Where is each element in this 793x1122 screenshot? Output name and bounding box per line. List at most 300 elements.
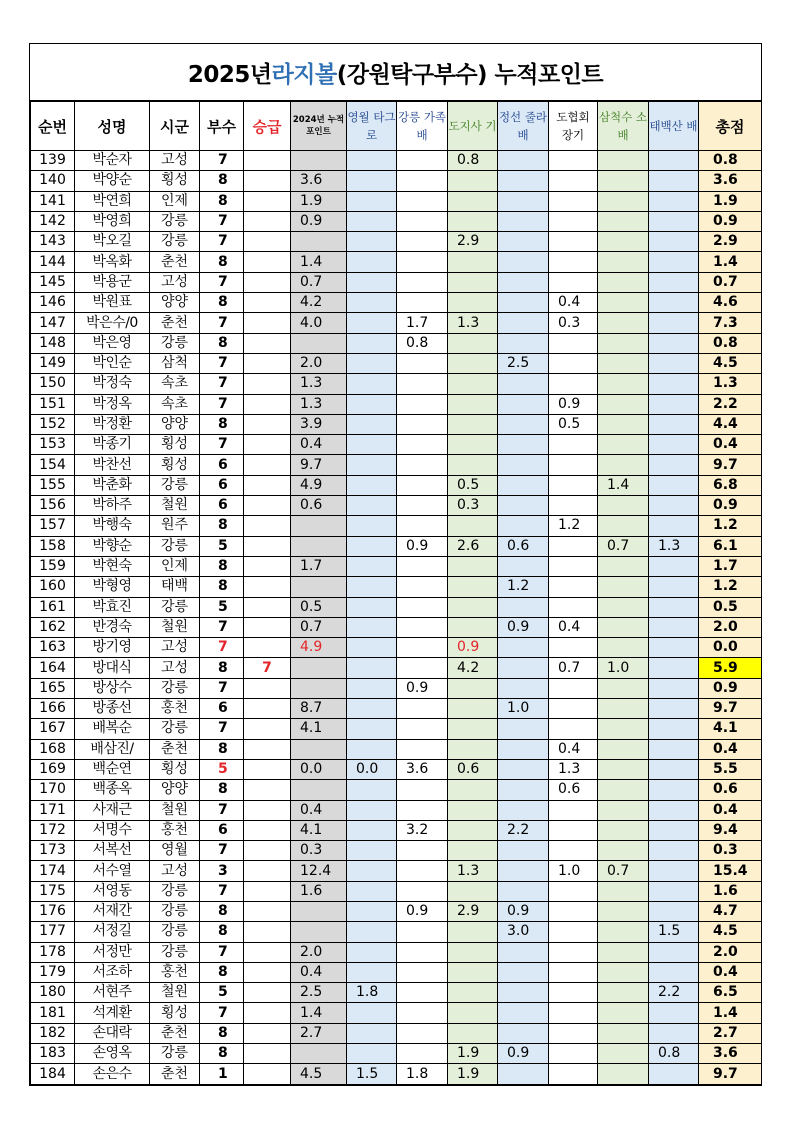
- points-taebaek: [649, 556, 699, 576]
- table-row: [31, 374, 762, 394]
- player-city: 양양: [150, 414, 200, 434]
- points-governor: 0.9: [448, 638, 498, 658]
- points-gangneung: [397, 577, 448, 597]
- points-governor: [448, 1003, 498, 1023]
- points-samcheok: [598, 901, 649, 921]
- player-division: 6: [200, 455, 244, 475]
- player-city: 횡성: [150, 1003, 200, 1023]
- promotion-mark: [244, 171, 291, 191]
- points-association: [549, 820, 598, 840]
- player-division: 8: [200, 739, 244, 759]
- total-points: 2.2: [699, 394, 762, 414]
- points-samcheok: [598, 374, 649, 394]
- points-gangneung: [397, 800, 448, 820]
- points-association: [549, 496, 598, 516]
- player-division: 8: [200, 556, 244, 576]
- points-2024: [291, 922, 347, 942]
- sheet-title: [30, 44, 761, 101]
- table-row: [31, 496, 762, 516]
- player-city: 속초: [150, 394, 200, 414]
- row-number: 154: [31, 455, 75, 475]
- points-jeongseon: [498, 719, 549, 739]
- promotion-mark: [244, 841, 291, 861]
- points-governor: [448, 394, 498, 414]
- points-governor: [448, 414, 498, 434]
- points-gangneung: [397, 1003, 448, 1023]
- total-points: 4.4: [699, 414, 762, 434]
- points-2024: [291, 739, 347, 759]
- row-number: 177: [31, 922, 75, 942]
- points-2024: 0.3: [291, 841, 347, 861]
- player-division: 7: [200, 678, 244, 698]
- points-taebaek: [649, 313, 699, 333]
- player-name: 사재근: [75, 800, 150, 820]
- points-2024: 2.0: [291, 353, 347, 373]
- points-association: 0.4: [549, 293, 598, 313]
- points-2024: 2.0: [291, 942, 347, 962]
- player-city: 강릉: [150, 211, 200, 231]
- points-jeongseon: [498, 394, 549, 414]
- points-yeongwol: [347, 353, 397, 373]
- points-yeongwol: [347, 658, 397, 678]
- total-points: 1.2: [699, 577, 762, 597]
- points-association: 0.4: [549, 617, 598, 637]
- promotion-mark: [244, 1003, 291, 1023]
- player-division: 8: [200, 962, 244, 982]
- title-rest: (강원탁구부수) 누적포인트: [336, 61, 604, 88]
- player-name: 반경숙: [75, 617, 150, 637]
- points-governor: 0.8: [448, 151, 498, 171]
- points-jeongseon: [498, 374, 549, 394]
- row-number: 175: [31, 881, 75, 901]
- points-jeongseon: [498, 780, 549, 800]
- player-division: 5: [200, 597, 244, 617]
- points-yeongwol: [347, 617, 397, 637]
- row-number: 140: [31, 171, 75, 191]
- points-association: [549, 353, 598, 373]
- points-governor: [448, 719, 498, 739]
- points-yeongwol: [347, 881, 397, 901]
- player-division: 7: [200, 800, 244, 820]
- total-points: 1.6: [699, 881, 762, 901]
- player-name: 박정옥: [75, 394, 150, 414]
- player-division: 7: [200, 1003, 244, 1023]
- points-governor: [448, 678, 498, 698]
- row-number: 167: [31, 719, 75, 739]
- points-association: [549, 881, 598, 901]
- player-division: 3: [200, 861, 244, 881]
- player-city: 횡성: [150, 455, 200, 475]
- points-governor: [448, 252, 498, 272]
- row-number: 178: [31, 942, 75, 962]
- table-row: [31, 617, 762, 637]
- points-jeongseon: [498, 455, 549, 475]
- points-taebaek: [649, 841, 699, 861]
- col-header-no: 순번: [31, 102, 75, 151]
- promotion-mark: [244, 293, 291, 313]
- total-points: 0.4: [699, 435, 762, 455]
- table-row: [31, 1003, 762, 1023]
- points-governor: [448, 353, 498, 373]
- total-points: 0.7: [699, 272, 762, 292]
- player-city: 홍천: [150, 962, 200, 982]
- points-taebaek: [649, 211, 699, 231]
- points-governor: 1.3: [448, 313, 498, 333]
- points-jeongseon: [498, 191, 549, 211]
- table-row: [31, 841, 762, 861]
- points-taebaek: [649, 374, 699, 394]
- points-yeongwol: [347, 252, 397, 272]
- row-number: 180: [31, 983, 75, 1003]
- title-accent: 라지볼: [271, 61, 337, 88]
- points-taebaek: [649, 333, 699, 353]
- points-samcheok: [598, 496, 649, 516]
- points-association: [549, 475, 598, 495]
- player-name: 박순자: [75, 151, 150, 171]
- table-row: [31, 942, 762, 962]
- points-samcheok: [598, 455, 649, 475]
- points-governor: [448, 333, 498, 353]
- player-city: 홍천: [150, 699, 200, 719]
- points-samcheok: [598, 597, 649, 617]
- total-points: 2.0: [699, 617, 762, 637]
- points-taebaek: [649, 171, 699, 191]
- row-number: 184: [31, 1064, 75, 1084]
- player-name: 박정숙: [75, 374, 150, 394]
- points-association: 0.9: [549, 394, 598, 414]
- points-taebaek: [649, 962, 699, 982]
- total-points: 4.5: [699, 353, 762, 373]
- points-yeongwol: [347, 719, 397, 739]
- total-points: 9.7: [699, 455, 762, 475]
- table-row: [31, 597, 762, 617]
- points-2024: 4.9: [291, 638, 347, 658]
- total-points: 0.4: [699, 800, 762, 820]
- player-city: 횡성: [150, 171, 200, 191]
- points-taebaek: [649, 1064, 699, 1084]
- points-gangneung: [397, 780, 448, 800]
- total-points: 0.0: [699, 638, 762, 658]
- points-gangneung: [397, 191, 448, 211]
- points-2024: 1.3: [291, 394, 347, 414]
- table-row: [31, 313, 762, 333]
- points-taebaek: [649, 597, 699, 617]
- points-jeongseon: 2.5: [498, 353, 549, 373]
- points-association: [549, 841, 598, 861]
- promotion-mark: [244, 719, 291, 739]
- promotion-mark: [244, 881, 291, 901]
- player-city: 춘천: [150, 1064, 200, 1084]
- points-governor: [448, 171, 498, 191]
- points-samcheok: [598, 962, 649, 982]
- points-gangneung: 1.7: [397, 313, 448, 333]
- points-taebaek: [649, 1003, 699, 1023]
- player-name: 박은영: [75, 333, 150, 353]
- points-2024: [291, 516, 347, 536]
- player-city: 강릉: [150, 333, 200, 353]
- points-yeongwol: [347, 556, 397, 576]
- player-division: 5: [200, 759, 244, 779]
- promotion-mark: [244, 496, 291, 516]
- table-row: [31, 455, 762, 475]
- table-row: [31, 1044, 762, 1064]
- points-gangneung: [397, 455, 448, 475]
- points-jeongseon: [498, 1003, 549, 1023]
- player-city: 강릉: [150, 1044, 200, 1064]
- points-gangneung: [397, 171, 448, 191]
- points-gangneung: [397, 374, 448, 394]
- table-row: [31, 1064, 762, 1084]
- points-governor: [448, 1023, 498, 1043]
- player-division: 7: [200, 719, 244, 739]
- points-gangneung: [397, 211, 448, 231]
- player-name: 배복순: [75, 719, 150, 739]
- points-gangneung: 3.2: [397, 820, 448, 840]
- total-points: 6.8: [699, 475, 762, 495]
- points-taebaek: [649, 881, 699, 901]
- player-city: 양양: [150, 780, 200, 800]
- player-name: 석계환: [75, 1003, 150, 1023]
- points-governor: 0.5: [448, 475, 498, 495]
- points-gangneung: [397, 475, 448, 495]
- points-2024: [291, 232, 347, 252]
- points-yeongwol: [347, 678, 397, 698]
- points-yeongwol: [347, 516, 397, 536]
- total-points: 0.9: [699, 496, 762, 516]
- points-yeongwol: [347, 638, 397, 658]
- promotion-mark: [244, 414, 291, 434]
- row-number: 142: [31, 211, 75, 231]
- points-governor: [448, 374, 498, 394]
- points-association: [549, 232, 598, 252]
- promotion-mark: 7: [244, 658, 291, 678]
- player-name: 박효진: [75, 597, 150, 617]
- total-points: 1.7: [699, 556, 762, 576]
- player-name: 백순연: [75, 759, 150, 779]
- row-number: 181: [31, 1003, 75, 1023]
- points-governor: [448, 293, 498, 313]
- row-number: 141: [31, 191, 75, 211]
- player-city: 고성: [150, 658, 200, 678]
- player-name: 서명수: [75, 820, 150, 840]
- player-city: 고성: [150, 272, 200, 292]
- points-governor: [448, 191, 498, 211]
- row-number: 174: [31, 861, 75, 881]
- total-points: 2.0: [699, 942, 762, 962]
- promotion-mark: [244, 638, 291, 658]
- points-jeongseon: 0.9: [498, 901, 549, 921]
- points-gangneung: [397, 556, 448, 576]
- table-row: [31, 699, 762, 719]
- player-division: 7: [200, 211, 244, 231]
- player-city: 강릉: [150, 901, 200, 921]
- player-city: 삼척: [150, 353, 200, 373]
- row-number: 183: [31, 1044, 75, 1064]
- total-points: 0.5: [699, 597, 762, 617]
- points-jeongseon: 0.6: [498, 536, 549, 556]
- player-city: 고성: [150, 151, 200, 171]
- points-samcheok: [598, 699, 649, 719]
- total-points: 1.9: [699, 191, 762, 211]
- row-number: 150: [31, 374, 75, 394]
- table-row: [31, 638, 762, 658]
- promotion-mark: [244, 151, 291, 171]
- col-header-total: 총점: [699, 102, 762, 151]
- promotion-mark: [244, 374, 291, 394]
- player-name: 박종기: [75, 435, 150, 455]
- player-division: 7: [200, 942, 244, 962]
- row-number: 160: [31, 577, 75, 597]
- table-row: [31, 475, 762, 495]
- points-governor: 2.9: [448, 901, 498, 921]
- row-number: 159: [31, 556, 75, 576]
- points-association: [549, 272, 598, 292]
- row-number: 168: [31, 739, 75, 759]
- total-points: 15.4: [699, 861, 762, 881]
- table-row: [31, 293, 762, 313]
- points-jeongseon: [498, 414, 549, 434]
- points-taebaek: [649, 699, 699, 719]
- points-gangneung: [397, 962, 448, 982]
- table-row: [31, 414, 762, 434]
- points-2024: 1.7: [291, 556, 347, 576]
- player-name: 서조하: [75, 962, 150, 982]
- player-name: 서영동: [75, 881, 150, 901]
- points-yeongwol: [347, 1023, 397, 1043]
- points-samcheok: [598, 232, 649, 252]
- total-points: 3.6: [699, 171, 762, 191]
- player-division: 6: [200, 496, 244, 516]
- player-division: 7: [200, 151, 244, 171]
- points-jeongseon: [498, 333, 549, 353]
- table-row: [31, 394, 762, 414]
- points-jeongseon: [498, 151, 549, 171]
- points-taebaek: [649, 516, 699, 536]
- points-samcheok: [598, 983, 649, 1003]
- player-division: 8: [200, 901, 244, 921]
- promotion-mark: [244, 516, 291, 536]
- points-2024: 0.4: [291, 435, 347, 455]
- table-row: [31, 191, 762, 211]
- points-association: [549, 719, 598, 739]
- row-number: 179: [31, 962, 75, 982]
- points-2024: 1.4: [291, 252, 347, 272]
- total-points: 9.7: [699, 1064, 762, 1084]
- col-header-taebaek: 태백산 배: [649, 102, 699, 151]
- points-taebaek: [649, 394, 699, 414]
- points-association: [549, 577, 598, 597]
- total-points: 9.7: [699, 699, 762, 719]
- points-2024: 12.4: [291, 861, 347, 881]
- table-row: [31, 252, 762, 272]
- points-association: 1.0: [549, 861, 598, 881]
- points-jeongseon: [498, 313, 549, 333]
- table-row: [31, 435, 762, 455]
- points-yeongwol: [347, 211, 397, 231]
- promotion-mark: [244, 313, 291, 333]
- total-points: 2.7: [699, 1023, 762, 1043]
- player-division: 8: [200, 780, 244, 800]
- promotion-mark: [244, 983, 291, 1003]
- player-name: 서재간: [75, 901, 150, 921]
- player-division: 8: [200, 414, 244, 434]
- points-governor: [448, 516, 498, 536]
- points-2024: [291, 678, 347, 698]
- row-number: 144: [31, 252, 75, 272]
- promotion-mark: [244, 861, 291, 881]
- player-division: 8: [200, 191, 244, 211]
- player-city: 횡성: [150, 435, 200, 455]
- points-taebaek: [649, 780, 699, 800]
- player-name: 박하주: [75, 496, 150, 516]
- points-samcheok: 1.0: [598, 658, 649, 678]
- player-division: 7: [200, 353, 244, 373]
- points-jeongseon: [498, 678, 549, 698]
- player-name: 박원표: [75, 293, 150, 313]
- points-yeongwol: [347, 739, 397, 759]
- points-samcheok: [598, 617, 649, 637]
- points-governor: [448, 435, 498, 455]
- row-number: 157: [31, 516, 75, 536]
- points-jeongseon: [498, 759, 549, 779]
- points-yeongwol: [347, 962, 397, 982]
- points-jeongseon: [498, 942, 549, 962]
- promotion-mark: [244, 922, 291, 942]
- promotion-mark: [244, 333, 291, 353]
- player-division: 8: [200, 1044, 244, 1064]
- points-yeongwol: [347, 151, 397, 171]
- total-points: 4.5: [699, 922, 762, 942]
- points-yeongwol: [347, 1003, 397, 1023]
- points-2024: 2.7: [291, 1023, 347, 1043]
- promotion-mark: [244, 759, 291, 779]
- points-taebaek: [649, 901, 699, 921]
- player-division: 5: [200, 983, 244, 1003]
- points-governor: 0.6: [448, 759, 498, 779]
- points-governor: 0.3: [448, 496, 498, 516]
- points-governor: 1.9: [448, 1044, 498, 1064]
- promotion-mark: [244, 536, 291, 556]
- points-governor: [448, 617, 498, 637]
- points-yeongwol: [347, 455, 397, 475]
- points-taebaek: [649, 293, 699, 313]
- player-city: 강릉: [150, 881, 200, 901]
- player-name: 손대락: [75, 1023, 150, 1043]
- points-samcheok: [598, 435, 649, 455]
- row-number: 170: [31, 780, 75, 800]
- player-division: 7: [200, 617, 244, 637]
- points-yeongwol: [347, 901, 397, 921]
- table-row: [31, 881, 762, 901]
- points-yeongwol: [347, 820, 397, 840]
- points-jeongseon: [498, 272, 549, 292]
- points-2024: 0.7: [291, 617, 347, 637]
- player-name: 서정만: [75, 942, 150, 962]
- player-division: 7: [200, 272, 244, 292]
- points-taebaek: [649, 820, 699, 840]
- points-2024: 0.9: [291, 211, 347, 231]
- points-governor: [448, 597, 498, 617]
- points-association: [549, 942, 598, 962]
- player-city: 고성: [150, 638, 200, 658]
- table-row: [31, 333, 762, 353]
- player-name: 박춘화: [75, 475, 150, 495]
- points-yeongwol: [347, 232, 397, 252]
- points-2024: 0.5: [291, 597, 347, 617]
- col-header-gangneung: 강릉 가족배: [397, 102, 448, 151]
- points-yeongwol: [347, 800, 397, 820]
- points-taebaek: [649, 577, 699, 597]
